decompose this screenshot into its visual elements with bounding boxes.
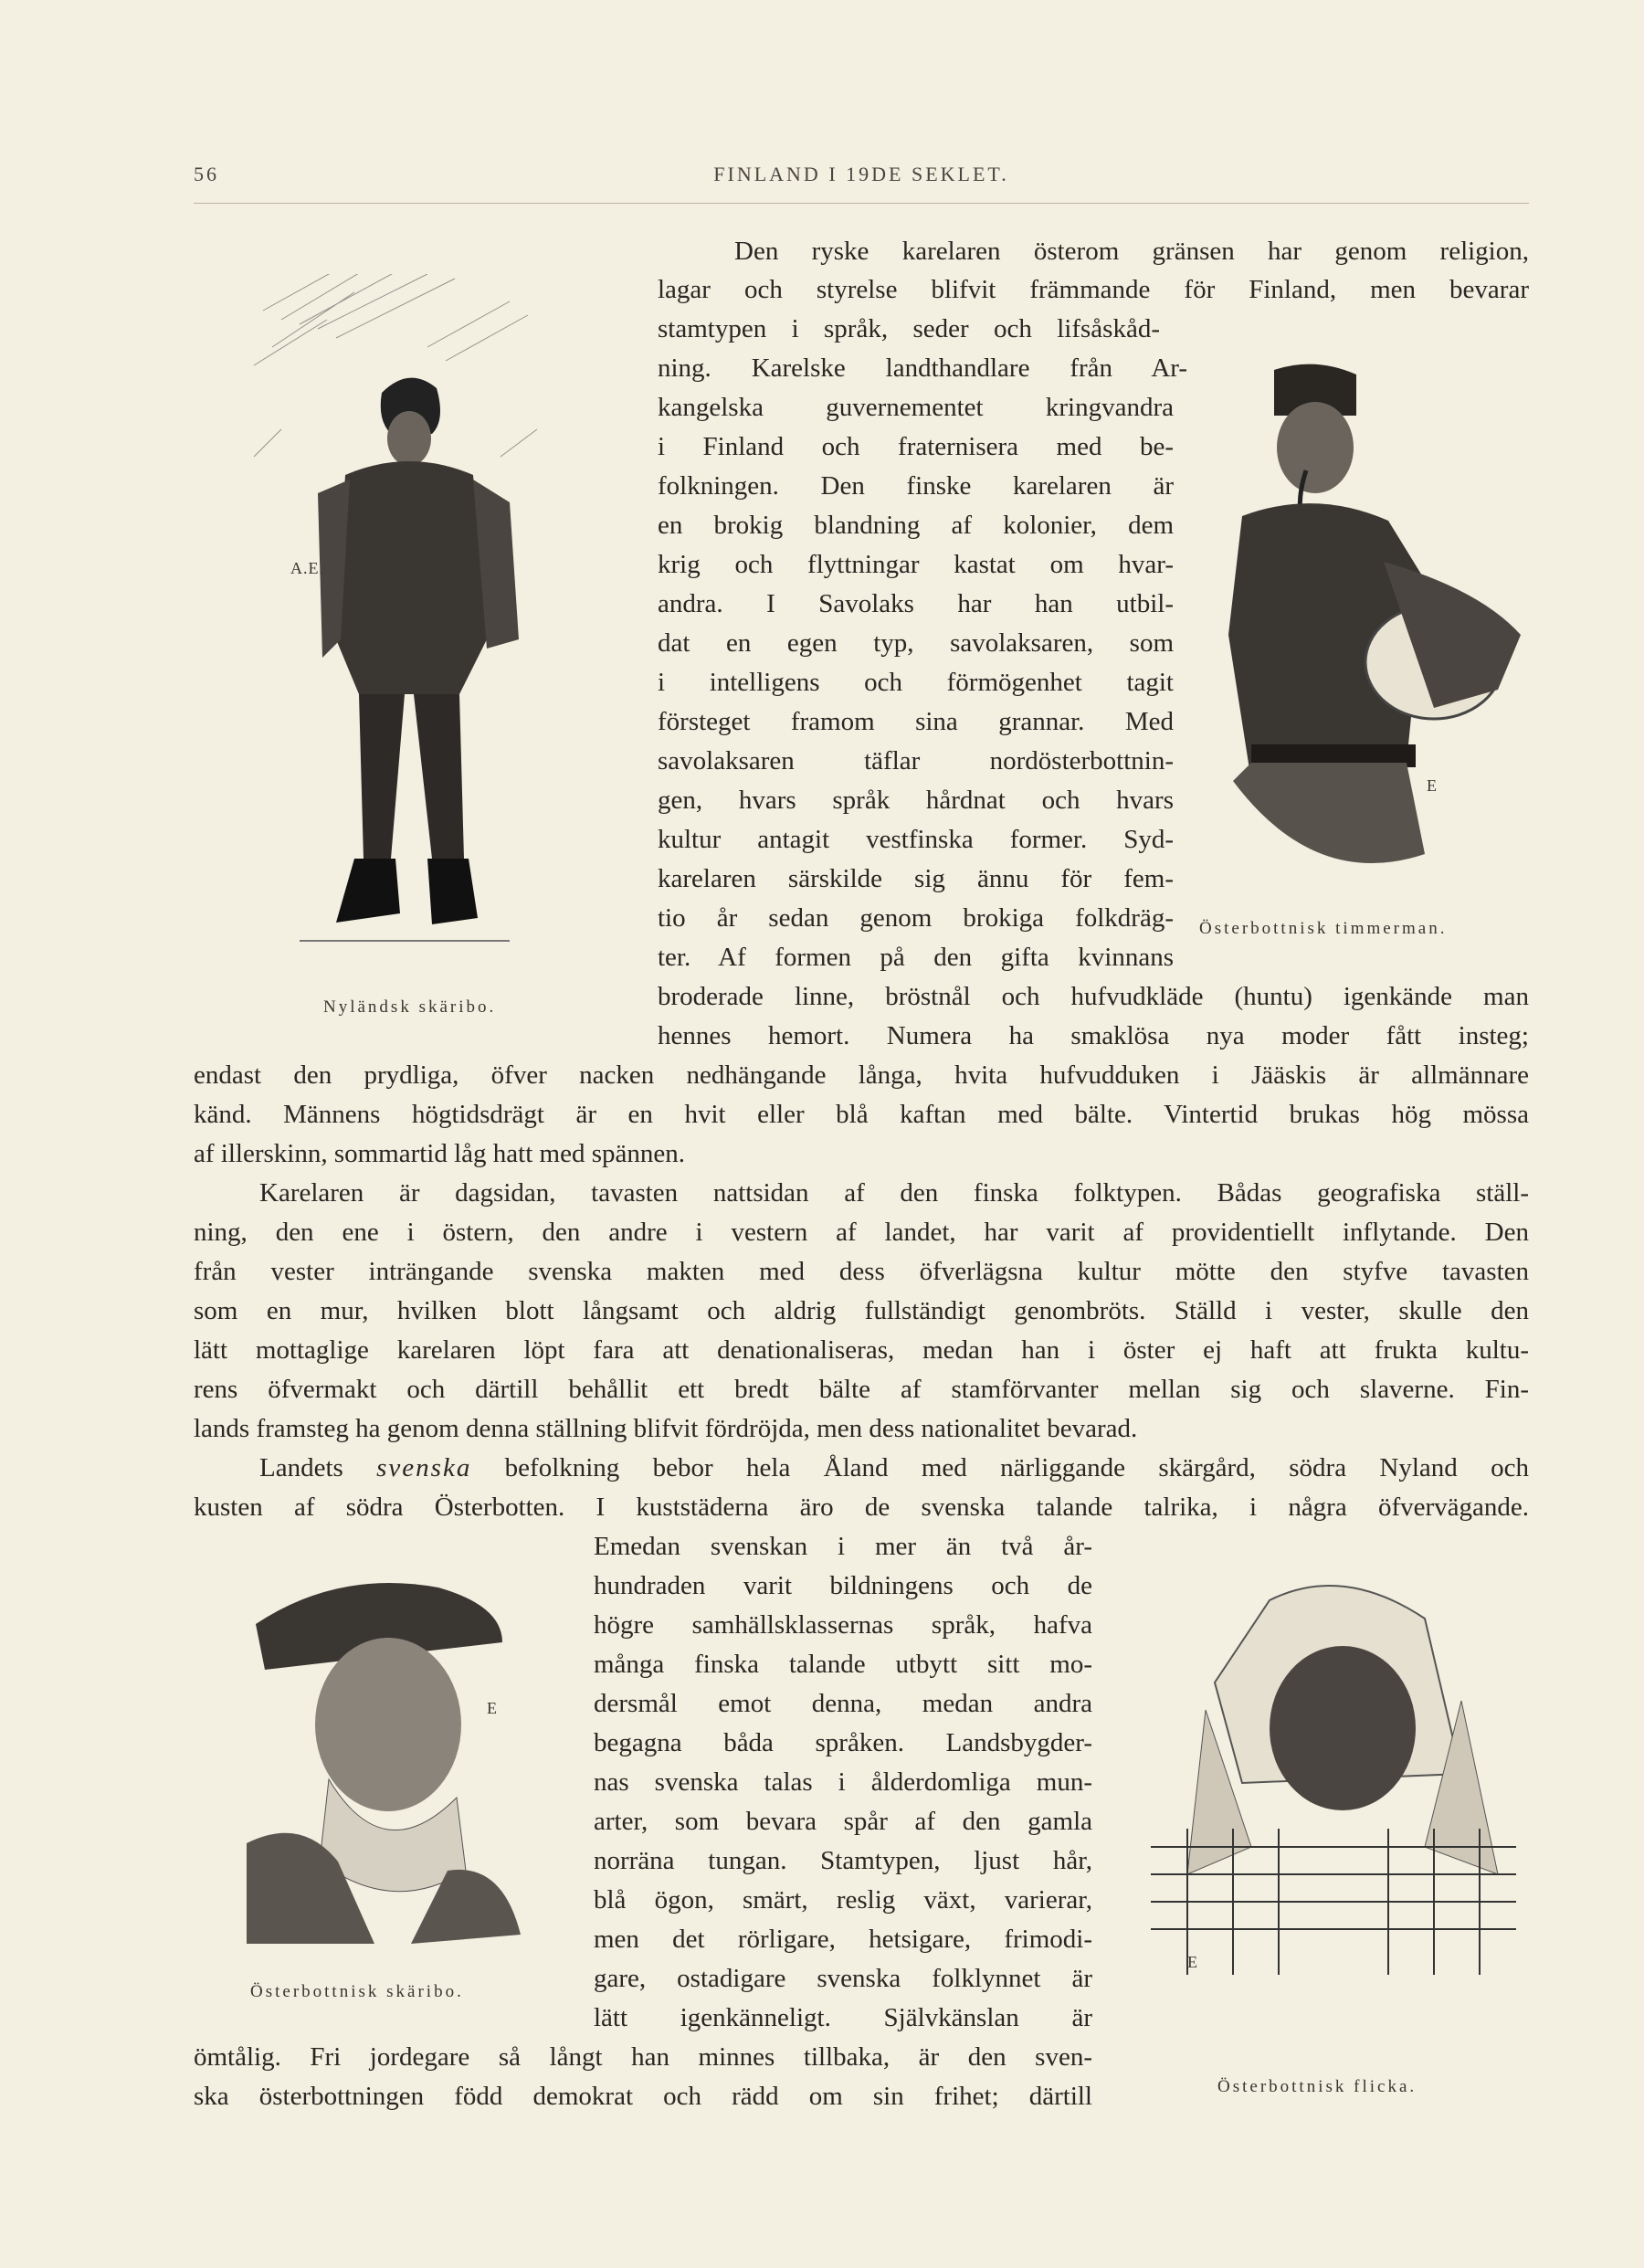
text-line: lagar och styrelse blifvit främmande för Finland, men bevarar: [658, 275, 1529, 304]
text-line: i Finland och fraternisera med be-: [658, 432, 1174, 461]
text-line: ning, den ene i östern, den andre i vestern af landet, har varit af providentiellt inflytande. Den: [194, 1218, 1529, 1247]
illustration-osterbottnisk-timmerman: [1206, 361, 1527, 895]
text-line: hennes hemort. Numera ha smaklösa nya moder fått insteg;: [658, 1021, 1529, 1050]
artist-monogram: E: [1187, 1953, 1198, 1971]
text-line: norräna tungan. Stamtypen, ljust hår,: [594, 1846, 1092, 1875]
text-line: dersmål emot denna, medan andra: [594, 1689, 1092, 1718]
caption-nylandsk-skaribo: Nyländsk skäribo.: [323, 997, 497, 1017]
text-line: folkningen. Den finske karelaren är: [658, 471, 1174, 501]
text-line: många finska talande utbytt sitt mo-: [594, 1650, 1092, 1679]
text-line: kusten af södra Österbotten. I kuststäderna äro de svenska talande talrika, i några öfvervägande.: [194, 1493, 1529, 1522]
text-line: ning. Karelske landthandlare från Ar-: [658, 353, 1187, 383]
text-line: begagna båda språken. Landsbygder-: [594, 1728, 1092, 1757]
header-rule: [194, 203, 1529, 204]
caption-osterbottnisk-flicka: Österbottnisk flicka.: [1217, 2077, 1417, 2096]
running-title: FINLAND I 19DE SEKLET.: [713, 163, 1009, 185]
illustration-osterbottnisk-skaribo: [228, 1569, 522, 1944]
text-line: andra. I Savolaks har han utbil-: [658, 589, 1174, 618]
text-line: karelaren särskilde sig ännu för fem-: [658, 864, 1174, 893]
artist-monogram: E: [487, 1699, 498, 1717]
text-line: gen, hvars språk hårdnat och hvars: [658, 786, 1174, 815]
text-line: ömtålig. Fri jordegare så långt han minnes tillbaka, är den sven-: [194, 2042, 1092, 2072]
text-line: rens öfvermakt och därtill behållit ett bredt bälte af stamförvanter mellan sig och slaverne. Fin-: [194, 1375, 1529, 1404]
text-line: tio år sedan genom brokiga folkdräg-: [658, 903, 1174, 933]
text-line: gare, ostadigare svenska folklynnet är: [594, 1964, 1092, 1993]
text-line: Emedan svenskan i mer än två år-: [594, 1532, 1092, 1561]
text-line: arter, som bevara spår af den gamla: [594, 1807, 1092, 1836]
text-line: savolaksaren täflar nordösterbottnin-: [658, 746, 1174, 775]
text-line: af illerskinn, sommartid låg hatt med spännen.: [194, 1139, 685, 1168]
illustration-nylandsk-skaribo: [245, 274, 546, 986]
text-line: högre samhällsklassernas språk, hafva: [594, 1610, 1092, 1640]
text-line: som en mur, hvilken blott långsamt och aldrig fullständigt genombröts. Ställd i vester, skulle den: [194, 1296, 1529, 1325]
text-line: men det rörligare, hetsigare, frimodi-: [594, 1925, 1092, 1954]
text-line: lätt igenkänneligt. Självkänslan är: [594, 2003, 1092, 2032]
text-line: i intelligens och förmögenhet tagit: [658, 668, 1174, 697]
text-line: från vester inträngande svenska makten med dess öfverlägsna kultur mötte den styfve tavasten: [194, 1257, 1529, 1286]
text-line: blå ögon, smärt, reslig växt, varierar,: [594, 1885, 1092, 1915]
text-line: känd. Männens högtidsdrägt är en hvit eller blå kaftan med bälte. Vintertid brukas hög mössa: [194, 1100, 1529, 1129]
running-header: [194, 163, 1529, 190]
artist-signature: A.E.: [290, 559, 324, 577]
text-line: kultur antagit vestfinska former. Syd-: [658, 825, 1174, 854]
artist-monogram: E: [1427, 776, 1438, 795]
text-line: lätt mottaglige karelaren löpt fara att denationaliseras, medan han i öster ej haft att frukta kultu-: [194, 1335, 1529, 1365]
page-number: 56: [194, 163, 219, 185]
text-line: ter. Af formen på den gifta kvinnans: [658, 943, 1174, 972]
text-line: nas svenska talas i ålderdomliga mun-: [594, 1767, 1092, 1797]
emphasized-word: svenska: [376, 1453, 472, 1482]
text-line: dat en egen typ, savolaksaren, som: [658, 628, 1174, 658]
text-fragment: befolkning bebor hela Åland med närliggande skärgård, södra Nyland och: [471, 1453, 1529, 1482]
text-line: krig och flyttningar kastat om hvar-: [658, 550, 1174, 579]
illustration-osterbottnisk-flicka: [1133, 1573, 1534, 2002]
text-line: Karelaren är dagsidan, tavasten nattsidan af den finska folktypen. Bådas geografiska ställ-: [259, 1178, 1529, 1208]
text-fragment: Landets: [259, 1453, 377, 1482]
text-line-with-emphasis: [259, 1450, 1529, 1486]
text-line: en brokig blandning af kolonier, dem: [658, 511, 1174, 540]
caption-osterbottnisk-timmerman: Österbottnisk timmerman.: [1199, 919, 1448, 938]
text-line: lands framsteg ha genom denna ställning blifvit fördröjda, men dess nationalitet bevarad.: [194, 1414, 1138, 1443]
text-line: broderade linne, bröstnål och hufvudkläde (huntu) igenkände man: [658, 982, 1529, 1011]
text-line: Den ryske karelaren österom gränsen har genom religion,: [734, 237, 1529, 266]
text-line: ska österbottningen född demokrat och rädd om sin frihet; därtill: [194, 2082, 1092, 2111]
text-line: stamtypen i språk, seder och lifsåskåd-: [658, 314, 1160, 343]
text-line: hundraden varit bildningens och de: [594, 1571, 1092, 1600]
text-line: kangelska guvernementet kringvandra: [658, 393, 1174, 422]
text-line: endast den prydliga, öfver nacken nedhängande långa, hvita hufvudduken i Jääskis är allmännare: [194, 1060, 1529, 1090]
text-line: försteget framom sina grannar. Med: [658, 707, 1174, 736]
caption-osterbottnisk-skaribo: Österbottnisk skäribo.: [250, 1982, 464, 2001]
